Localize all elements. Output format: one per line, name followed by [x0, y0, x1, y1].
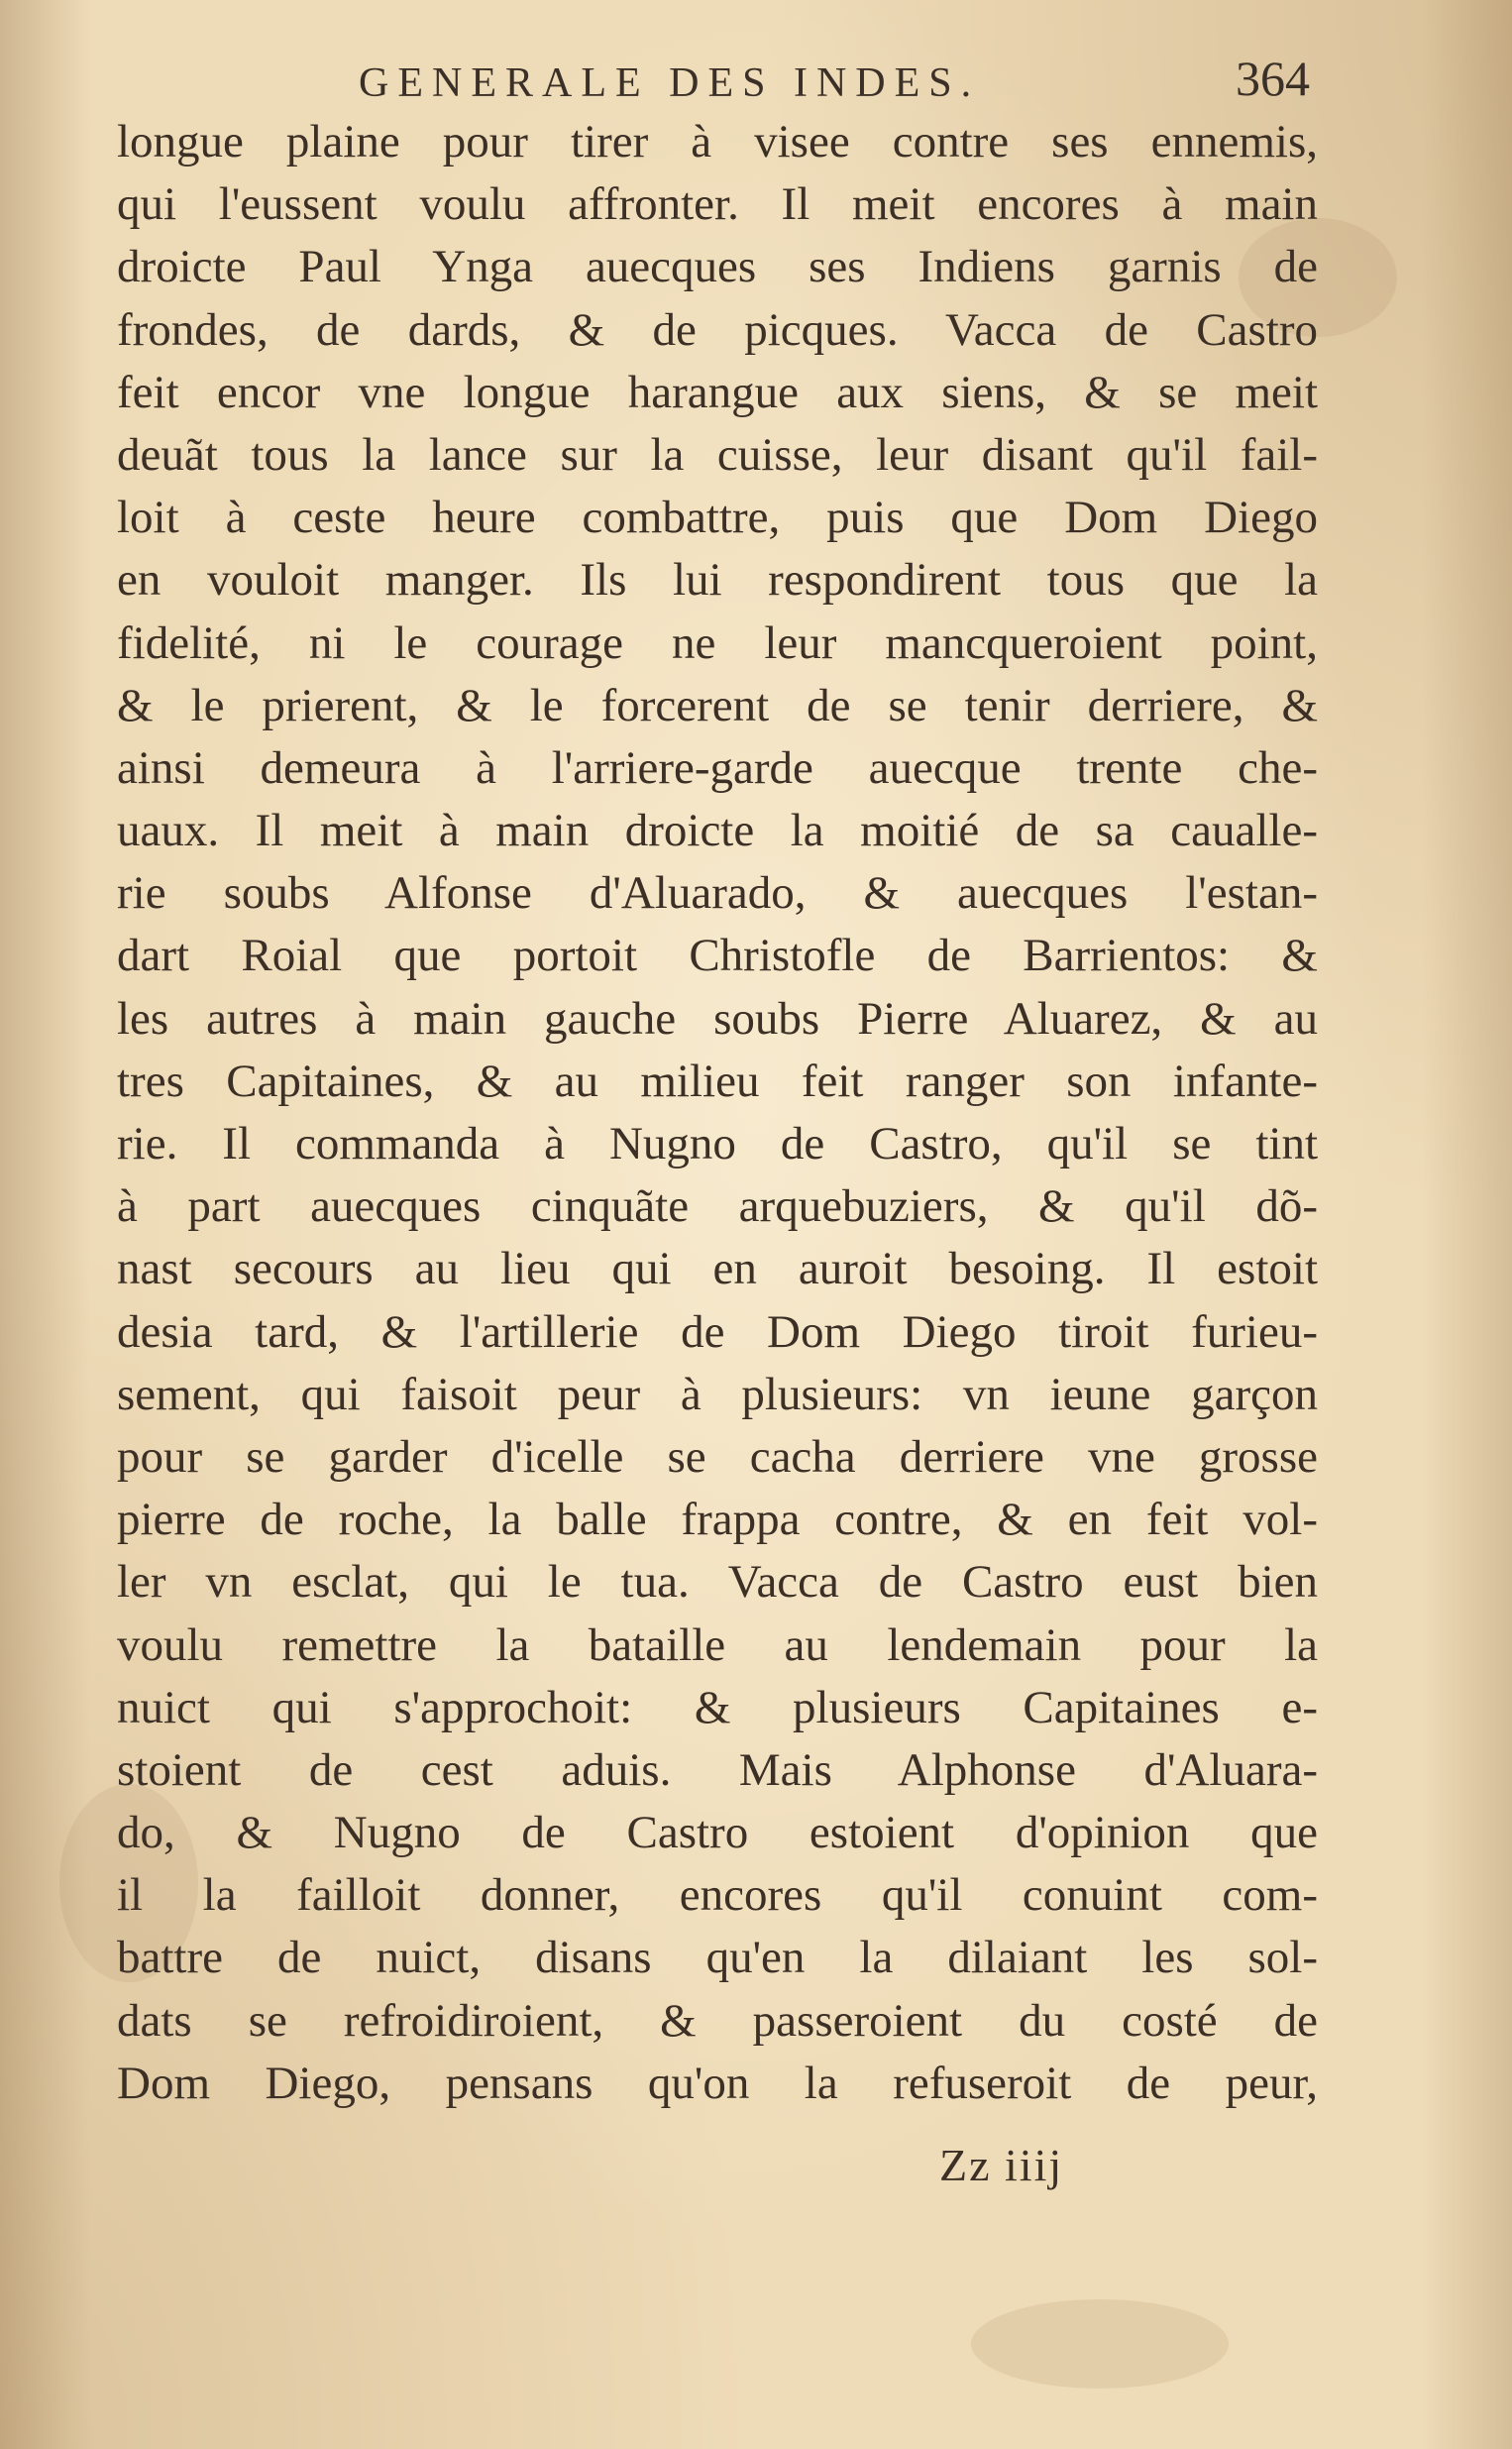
text-line: les autres à main gauche soubs Pierre Aluarez, & au — [117, 992, 1318, 1045]
text-line: frondes, de dards, & de picques. Vacca de Castro — [117, 303, 1318, 356]
text-line: voulu remettre la bataille au lendemain pour la — [117, 1618, 1318, 1671]
signature-mark: Zz iiij — [939, 2140, 1064, 2190]
body-text — [117, 111, 1318, 2115]
text-line: do, & Nugno de Castro estoient d'opinion que — [117, 1807, 1318, 1859]
text-line: nast secours au lieu qui en auroit besoing. Il estoit — [117, 1243, 1318, 1295]
text-line: longue plaine pour tirer à visee contre ses ennemis, — [117, 116, 1318, 167]
text-line: tres Capitaines, & au milieu feit ranger son infante- — [117, 1055, 1318, 1107]
text-line: ainsi demeura à l'arriere-garde auecque trente che- — [117, 741, 1318, 794]
text-line: rie soubs Alfonse d'Aluarado, & auecques l'estan- — [117, 867, 1318, 920]
text-line: desia tard, & l'artillerie de Dom Diego tiroit furieu- — [117, 1305, 1318, 1358]
text-line: sement, qui faisoit peur à plusieurs: vn ieune garçon — [117, 1368, 1318, 1420]
text-line: dats se refroidiroient, & passeroient du costé de — [117, 1994, 1318, 2047]
text-line: il la failloit donner, encores qu'il conuint com- — [117, 1869, 1318, 1922]
text-line: uaux. Il meit à main droicte la moitié de sa caualle- — [117, 805, 1318, 857]
text-line: rie. Il commanda à Nugno de Castro, qu'il se tint — [117, 1118, 1318, 1169]
text-line: & le prierent, & le forcerent de se tenir derriere, & — [117, 679, 1318, 731]
text-line: feit encor vne longue harangue aux siens, & se meit — [117, 366, 1318, 418]
text-line: nuict qui s'approchoit: & plusieurs Capitaines e- — [117, 1681, 1318, 1733]
text-line: fidelité, ni le courage ne leur mancqueroient point, — [117, 616, 1318, 669]
text-line: pierre de roche, la balle frappa contre, & en feit vol- — [117, 1494, 1318, 1546]
text-line: dart Roial que portoit Christofle de Barrientos: & — [117, 930, 1318, 982]
running-head — [121, 50, 1310, 119]
text-line: pour se garder d'icelle se cacha derriere vne grosse — [117, 1430, 1318, 1483]
text-line: en vouloit manger. Ils lui respondirent tous que la — [117, 554, 1318, 607]
text-line: droicte Paul Ynga auecques ses Indiens garnis de — [117, 241, 1318, 293]
text-line: qui l'eussent voulu affronter. Il meit encores à main — [117, 178, 1318, 231]
text-line: ler vn esclat, qui le tua. Vacca de Castro eust bien — [117, 1556, 1318, 1609]
text-line: loit à ceste heure combattre, puis que Dom Diego — [117, 492, 1318, 544]
text-line: stoient de cest aduis. Mais Alphonse d'Aluara- — [117, 1743, 1318, 1796]
running-title: GENERALE DES INDES. — [359, 60, 981, 106]
paper-stain — [971, 2299, 1229, 2389]
text-line: Dom Diego, pensans qu'on la refuseroit de peur, — [117, 2057, 1318, 2109]
text-line: à part auecques cinquãte arquebuziers, & qu'il dõ- — [117, 1180, 1318, 1233]
page-number: 364 — [1236, 51, 1310, 106]
text-line: battre de nuict, disans qu'en la dilaiant les sol- — [117, 1932, 1318, 1984]
text-line: deuãt tous la lance sur la cuisse, leur disant qu'il fail- — [117, 428, 1318, 481]
